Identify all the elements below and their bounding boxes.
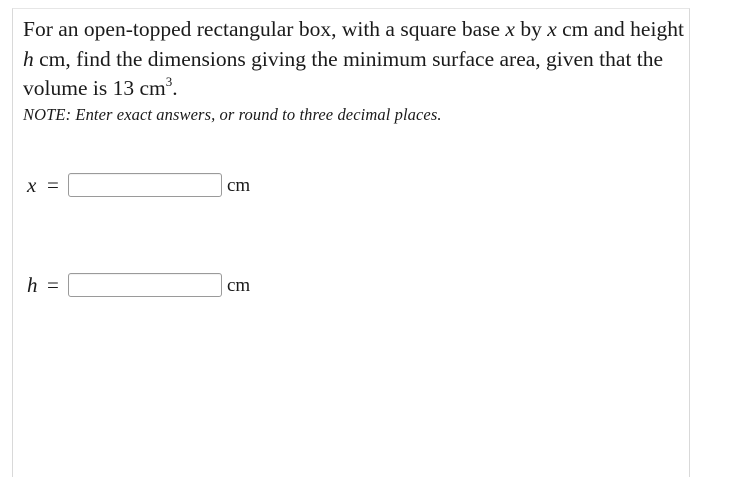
question-panel (12, 8, 690, 477)
unit-label-h: cm (227, 275, 251, 296)
answer-note: NOTE: Enter exact answers, or round to three decimal places. (23, 105, 442, 124)
answer-input-h[interactable] (68, 273, 222, 297)
question-text-part1: For an open-topped rectangular box, with a square base (23, 17, 506, 41)
question-text-part2: by (514, 17, 548, 41)
variable-h: h (23, 46, 34, 71)
unit-label-x: cm (227, 175, 251, 196)
answer-label-h: h (27, 272, 38, 297)
equals-sign: = (47, 172, 59, 197)
question-text (23, 15, 687, 104)
variable-x: x (547, 17, 557, 41)
answer-row-x (27, 172, 250, 198)
equals-sign: = (47, 272, 59, 297)
answer-label-x: x (27, 172, 37, 197)
answer-input-x[interactable] (68, 173, 222, 197)
question-text-part4: cm, find the dimensions giving the minimum surface area, given that the volume is 13 cm (23, 46, 664, 100)
question-text-part5: . (172, 76, 178, 100)
answer-row-h (27, 272, 250, 298)
volume-exponent: 3 (165, 74, 173, 89)
variable-x: x (505, 17, 515, 41)
question-text-part3: cm and height (556, 17, 684, 41)
